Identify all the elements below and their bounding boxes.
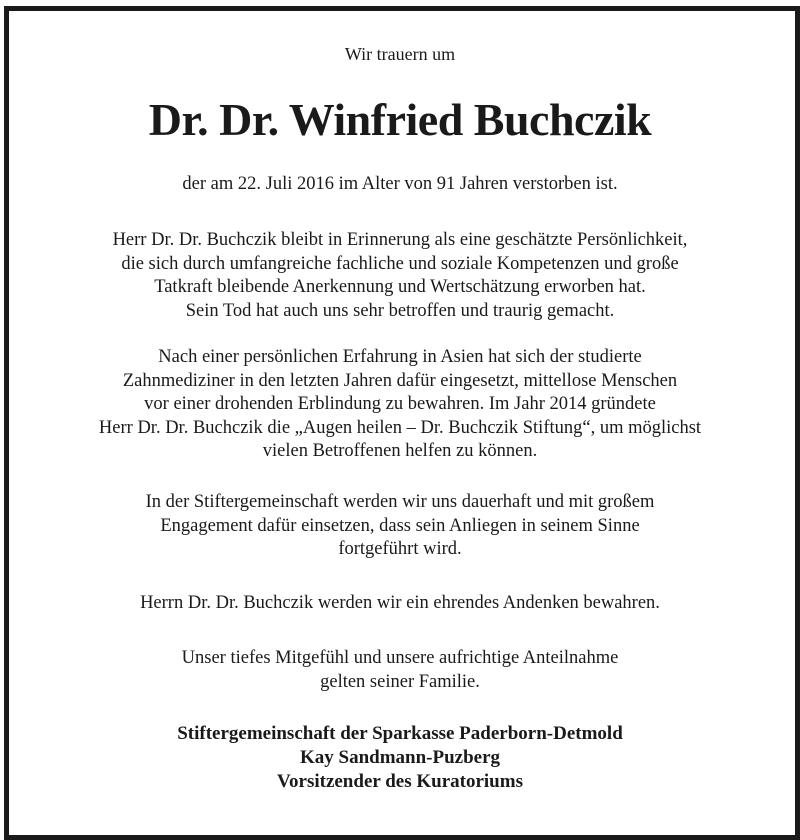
paragraph-line: Sein Tod hat auch uns sehr betroffen und traurig gemacht. (185, 300, 615, 321)
paragraph-line: die sich durch umfangreiche fachliche und soziale Kompetenzen und große (121, 253, 679, 274)
deceased-name: Dr. Dr. Winfried Buchczik (148, 94, 652, 145)
paragraph-line: Unser tiefes Mitgefühl und unsere aufrichtige Anteilnahme (181, 648, 619, 668)
paragraph-line: gelten seiner Familie. (320, 671, 480, 692)
paragraph-remembrance (0, 229, 800, 323)
paragraph-line: vor einer drohenden Erblindung zu bewahren. Im Jahr 2014 gründete (144, 394, 656, 414)
signature-block (0, 722, 800, 794)
death-date-text: der am 22. Juli 2016 im Alter von 91 Jahren verstorben ist. (182, 174, 618, 194)
paragraph-line: Nach einer persönlichen Erfahrung in Asien hat sich der studierte (158, 347, 642, 367)
paragraph-line: vielen Betroffenen helfen zu können. (262, 441, 538, 461)
paragraph-memory (0, 592, 800, 616)
paragraph-commitment (0, 491, 800, 562)
signature-role: Vorsitzender des Kuratoriums (277, 771, 523, 792)
death-date-line (0, 173, 800, 197)
signature-organization: Stiftergemeinschaft der Sparkasse Paderborn-Detmold (177, 723, 623, 744)
paragraph-line: Zahnmediziner in den letzten Jahren dafür eingesetzt, mittellose Menschen (122, 370, 678, 391)
paragraph-condolences (0, 647, 800, 694)
intro-text: Wir trauern um (344, 44, 456, 64)
paragraph-line: Herr Dr. Dr. Buchczik die „Augen heilen – Dr. Buchczik Stiftung“, um möglichst (98, 417, 702, 438)
paragraph-line: fortgeführt wird. (338, 539, 462, 559)
paragraph-line: Herr Dr. Dr. Buchczik bleibt in Erinnerung als eine geschätzte Persönlichkeit, (112, 230, 688, 250)
paragraph-line: Herrn Dr. Dr. Buchczik werden wir ein ehrendes Andenken bewahren. (140, 593, 660, 613)
paragraph-line: Engagement dafür einsetzen, dass sein Anliegen in seinem Sinne (160, 515, 640, 536)
paragraph-line: In der Stiftergemeinschaft werden wir uns dauerhaft und mit großem (145, 492, 655, 512)
paragraph-line: Tatkraft bleibende Anerkennung und Wertschätzung erworben hat. (154, 277, 646, 297)
signature-person: Kay Sandmann-Puzberg (299, 747, 501, 768)
paragraph-foundation (0, 346, 800, 464)
